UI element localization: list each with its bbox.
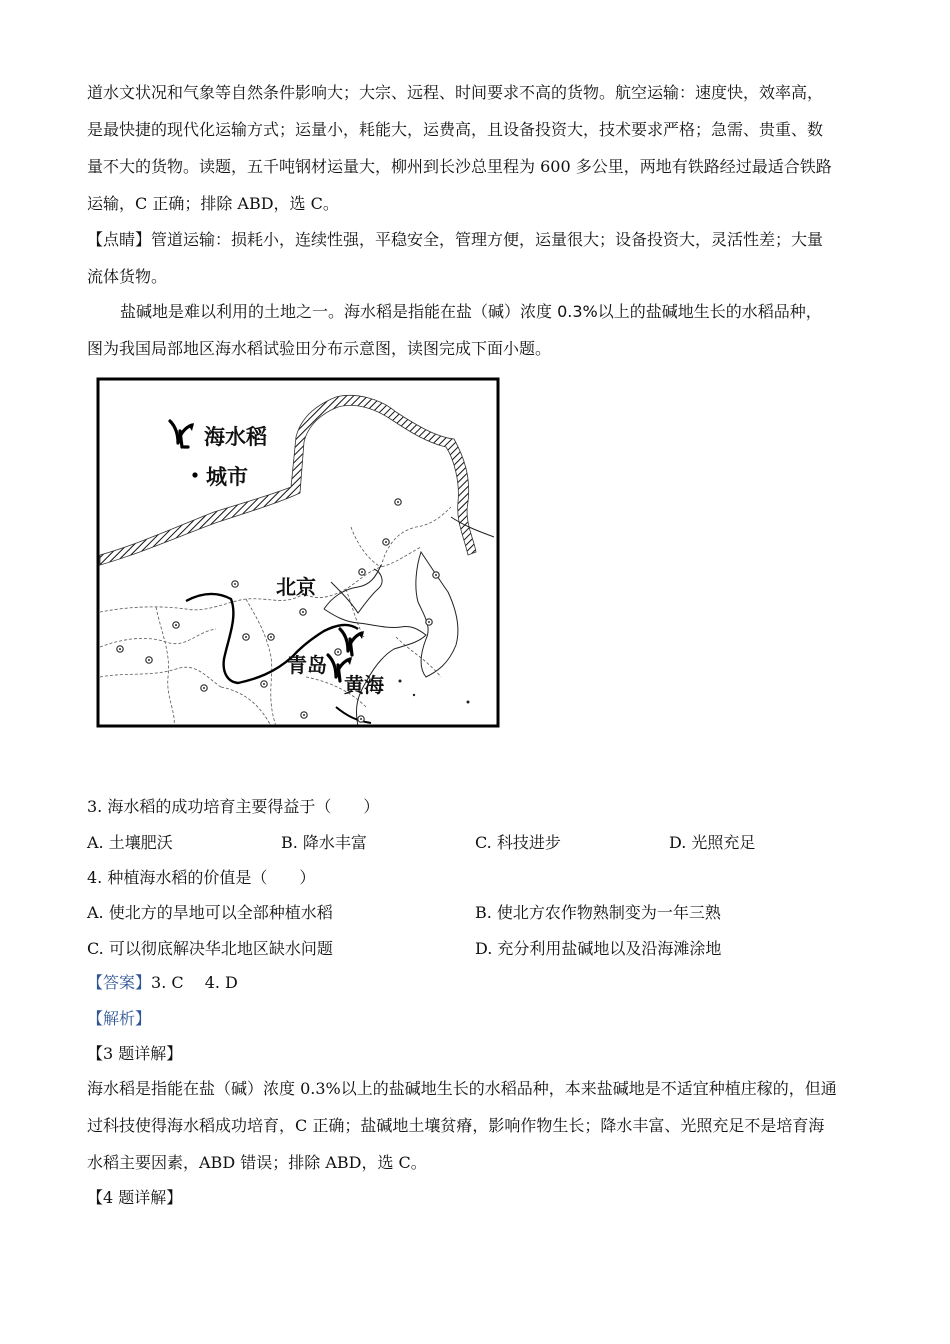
detail-3-line: 海水稻是指能在盐（碱）浓度 0.3%以上的盐碱地生长的水稻品种，本来盐碱地是不适宜种植庄稼的，但通 bbox=[87, 1079, 837, 1098]
legend-city-dot bbox=[192, 472, 197, 477]
q4-option-c: C. 可以彻底解决华北地区缺水问题 bbox=[87, 939, 333, 958]
detail-4-label: 【4 题详解】 bbox=[87, 1188, 183, 1207]
q4-option-b: B. 使北方农作物熟制变为一年三熟 bbox=[475, 903, 721, 922]
q3-option-a: A. 土壤肥沃 bbox=[87, 833, 173, 852]
island bbox=[399, 680, 402, 683]
detail-3-label: 【3 题详解】 bbox=[87, 1044, 183, 1063]
answer-text: 3. C 4. D bbox=[151, 973, 238, 992]
analysis-line: 量不大的货物。读题，五千吨钢材运量大，柳州到长沙总里程为 600 多公里，两地有铁路经过最适合铁路 bbox=[87, 157, 832, 176]
q3-option-b: B. 降水丰富 bbox=[281, 833, 367, 852]
analysis-line: 是最快捷的现代化运输方式；运量小，耗能大，运费高，且设备投资大，技术要求严格；急需、贵重、数 bbox=[87, 120, 824, 139]
salt-rice-map bbox=[96, 377, 500, 728]
island bbox=[413, 694, 415, 696]
tip-text: 管道运输：损耗小，连续性强，平稳安全，管理方便，运量很大；设备投资大，灵活性差；大量 bbox=[151, 230, 824, 249]
analysis-label: 【解析】 bbox=[87, 1009, 152, 1028]
answer-label: 【答案】 bbox=[87, 973, 152, 992]
detail-3-line: 水稻主要因素，ABD 错误；排除 ABD，选 C。 bbox=[87, 1153, 427, 1172]
q4-option-a: A. 使北方的旱地可以全部种植水稻 bbox=[87, 903, 333, 922]
label-qingdao: 青岛 bbox=[287, 653, 327, 677]
detail-3-line: 过科技使得海水稻成功培育，C 正确；盐碱地土壤贫瘠，影响作物生长；降水丰富、光照充足不是培育海 bbox=[87, 1116, 825, 1135]
label-yellow-sea: 黄海 bbox=[344, 673, 384, 697]
analysis-line: 运输，C 正确；排除 ABD，选 C。 bbox=[87, 194, 339, 213]
tip-label: 【点睛】 bbox=[87, 230, 152, 249]
question-3-stem: 3. 海水稻的成功培育主要得益于（ ） bbox=[87, 797, 380, 816]
q3-option-d: D. 光照充足 bbox=[669, 833, 756, 852]
intro-line: 盐碱地是难以利用的土地之一。海水稻是指能在盐（碱）浓度 0.3%以上的盐碱地生长的水稻品种， bbox=[120, 302, 822, 321]
answer-line bbox=[87, 973, 238, 993]
tip-paragraph bbox=[87, 230, 823, 250]
q3-option-c: C. 科技进步 bbox=[475, 833, 561, 852]
island bbox=[467, 701, 470, 704]
legend-rice-label: 海水稻 bbox=[204, 425, 267, 449]
q4-option-d: D. 充分利用盐碱地以及沿海滩涂地 bbox=[475, 939, 722, 958]
analysis-line: 道水文状况和气象等自然条件影响大；大宗、远程、时间要求不高的货物。航空运输：速度快，效率高， bbox=[87, 83, 824, 102]
intro-line: 图为我国局部地区海水稻试验田分布示意图，读图完成下面小题。 bbox=[87, 339, 552, 358]
legend-city-label: 城市 bbox=[206, 465, 248, 489]
question-4-stem: 4. 种植海水稻的价值是（ ） bbox=[87, 868, 316, 887]
label-beijing: 北京 bbox=[276, 575, 316, 599]
tip-line: 流体货物。 bbox=[87, 267, 168, 286]
